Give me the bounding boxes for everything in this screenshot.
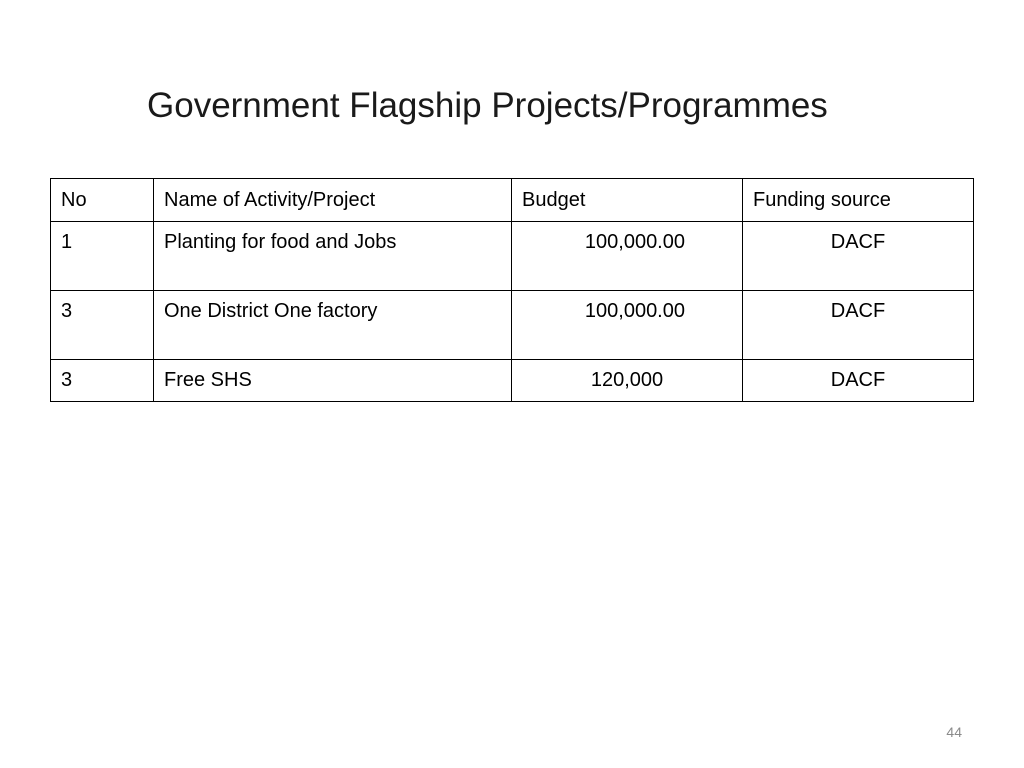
table-row: [51, 291, 974, 360]
cell-funding-source: DACF: [743, 360, 974, 402]
page-number: 44: [946, 724, 962, 740]
table-header: [51, 179, 974, 222]
header-funding-source: Funding source: [743, 179, 974, 222]
table-row: [51, 360, 974, 402]
projects-table: [50, 178, 974, 402]
header-budget: Budget: [512, 179, 743, 222]
cell-no: 1: [51, 222, 154, 291]
cell-budget: 100,000.00: [512, 291, 743, 360]
table-header-row: [51, 179, 974, 222]
slide-title: Government Flagship Projects/Programmes: [147, 86, 828, 125]
cell-budget: 100,000.00: [512, 222, 743, 291]
cell-no: 3: [51, 291, 154, 360]
cell-funding-source: DACF: [743, 291, 974, 360]
cell-funding-source: DACF: [743, 222, 974, 291]
cell-activity-name: Free SHS: [154, 360, 512, 402]
header-no: No: [51, 179, 154, 222]
table-row: [51, 222, 974, 291]
header-activity-name: Name of Activity/Project: [154, 179, 512, 222]
table-body: [51, 222, 974, 402]
cell-activity-name: Planting for food and Jobs: [154, 222, 512, 291]
cell-activity-name: One District One factory: [154, 291, 512, 360]
cell-budget: 120,000: [512, 360, 743, 402]
cell-no: 3: [51, 360, 154, 402]
